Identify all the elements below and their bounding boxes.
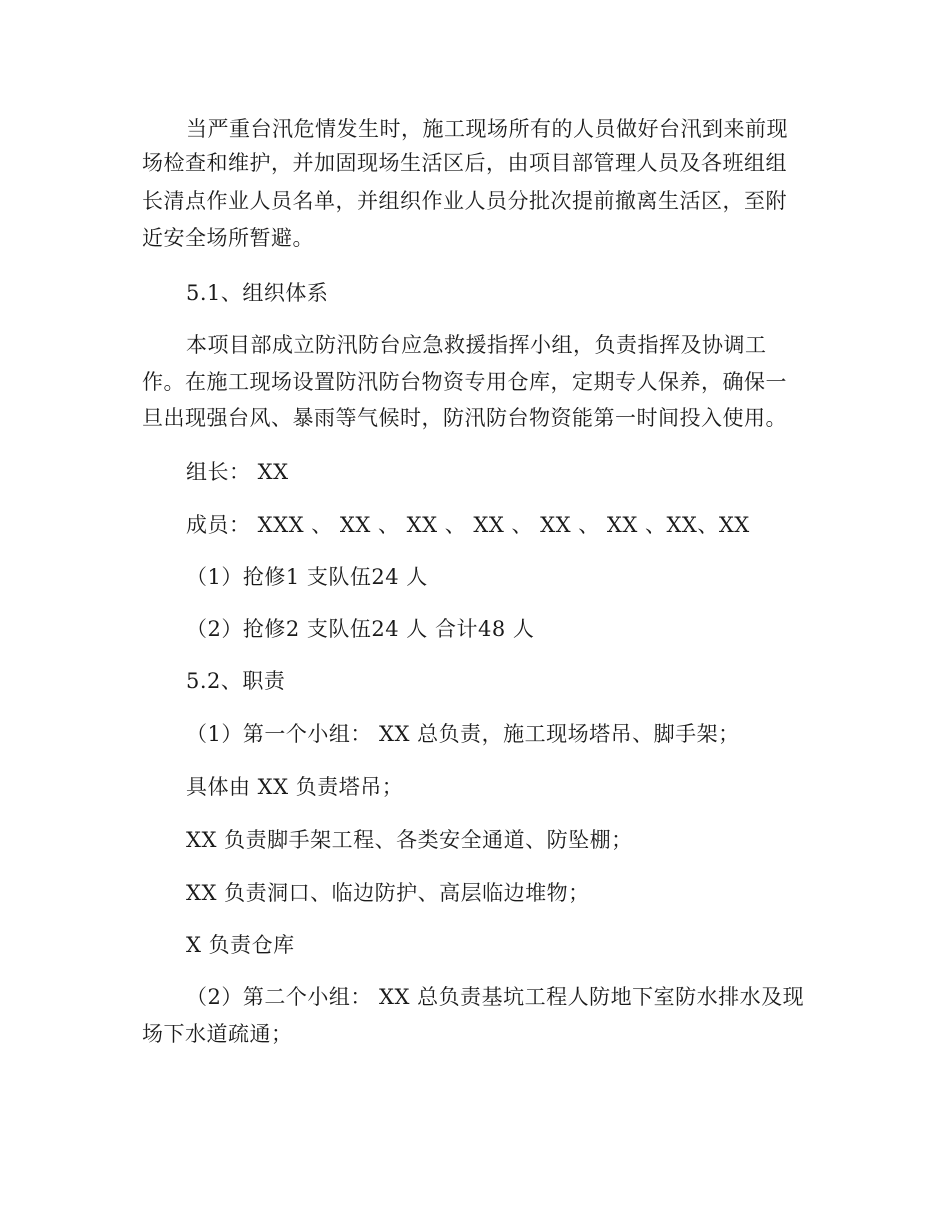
team-members-line: 成员： XXX 、 XX 、 XX 、 XX 、 XX 、 XX 、XX、XX: [186, 513, 750, 537]
duty-tower-crane-line: 具体由 XX 负责塔吊；: [186, 775, 404, 799]
duty-scaffold-line: XX 负责脚手架工程、各类安全通道、防坠棚；: [186, 828, 633, 852]
repair-team-2-line: （2）抢修2 支队伍24 人 合计48 人: [186, 617, 535, 641]
duty-group-1-line: （1）第一个小组： XX 总负责，施工现场塔吊、脚手架；: [186, 722, 740, 746]
paragraph-emergency-line-4: 近安全场所暂避。: [142, 226, 314, 250]
paragraph-organization-line-1: 本项目部成立防汛防台应急救援指挥小组，负责指挥及协调工: [186, 333, 767, 357]
paragraph-organization-line-2: 作。在施工现场设置防汛防台物资专用仓库，定期专人保养，确保一: [142, 370, 787, 394]
team-leader-line: 组长： XX: [186, 460, 289, 484]
paragraph-emergency-line-2: 场检查和维护，并加固现场生活区后，由项目部管理人员及各班组组: [142, 151, 787, 175]
repair-team-1-line: （1）抢修1 支队伍24 人: [186, 565, 428, 589]
duty-group-2-line-2: 场下水道疏通；: [142, 1022, 293, 1046]
duty-warehouse-line: X 负责仓库: [186, 933, 295, 957]
section-heading-organization: 5.1、组织体系: [186, 281, 329, 305]
duty-group-2-line-1: （2）第二个小组： XX 总负责基坑工程人防地下室防水排水及现: [186, 985, 805, 1009]
paragraph-emergency-line-1: 当严重台汛危情发生时，施工现场所有的人员做好台汛到来前现: [186, 117, 788, 141]
paragraph-organization-line-3: 旦出现强台风、暴雨等气候时，防汛防台物资能第一时间投入使用。: [142, 406, 787, 430]
duty-edge-protection-line: XX 负责洞口、临边防护、高层临边堆物；: [186, 881, 590, 905]
section-heading-duties: 5.2、职责: [186, 669, 286, 693]
paragraph-emergency-line-3: 长清点作业人员名单，并组织作业人员分批次提前撤离生活区，至附: [142, 189, 787, 213]
